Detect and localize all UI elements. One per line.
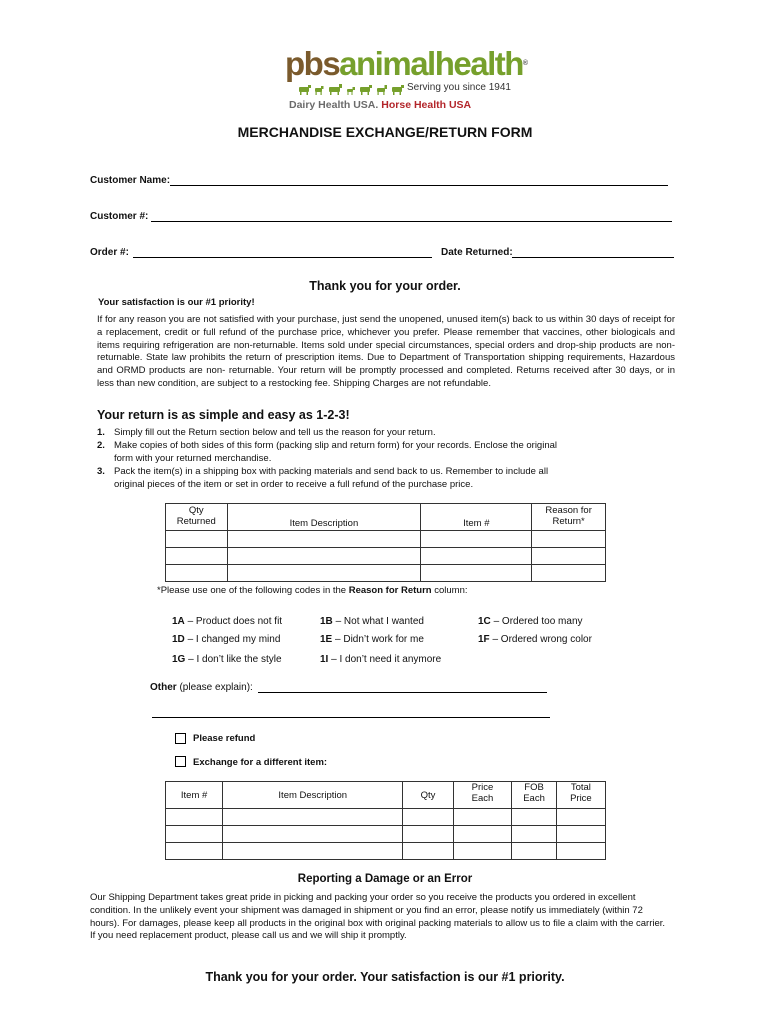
date-returned-field[interactable]	[512, 257, 674, 258]
logo-tagline: Serving you since 1941	[407, 82, 511, 93]
logo-wordmark: pbsanimalhealth®	[285, 45, 527, 82]
header-qty: Qty	[403, 782, 453, 809]
reason-code-1i: 1I – I don’t need it anymore	[320, 654, 442, 665]
reason-code-1f: 1F – Ordered wrong color	[478, 634, 592, 645]
other-explain-label: Other (please explain):	[150, 682, 253, 693]
date-returned-label: Date Returned:	[441, 247, 513, 258]
table-row[interactable]	[166, 809, 606, 826]
return-policy-text: If for any reason you are not satisfied with your purchase, just send the unopened, unused item(s) back to us within 30 days of receipt for a replacement, credit or full refund of the purchase price, whichever you prefer. Please remember that vaccines, other biologicals and items requiring refrigeration are non-returnable. Items sold under special circumstances, special orders and drop-ship products are non-returnable. State law prohibits the return of prescription items. Due to Department of Transportation shipping requirements, Hazardous and ORMD products are non- returnable. Your return will be promptly processed and completed. Returns received after 30 days, or in less than new condition, are subject to a restocking fee. Shipping Charges are not refundable.	[97, 314, 675, 389]
list-item: 3. Pack the item(s) in a shipping box with packing materials and send back to us. Remember to include all original pieces of the item or set in order to receive a full refund of the purchase price.	[97, 466, 549, 490]
header-item-number: Item #	[166, 782, 223, 809]
other-explain-field-line-2[interactable]	[152, 717, 550, 718]
company-logo	[285, 45, 527, 116]
header-item-description: Item Description	[223, 782, 403, 809]
damage-heading: Reporting a Damage or an Error	[297, 873, 473, 885]
satisfaction-line: Your satisfaction is our #1 priority!	[98, 297, 255, 308]
customer-name-label: Customer Name:	[90, 175, 171, 186]
header-price-each: Price Each	[453, 782, 512, 809]
header-item-description: Item Description	[227, 504, 421, 531]
customer-number-field[interactable]	[151, 221, 672, 222]
thanks-heading: Thank you for your order.	[309, 279, 461, 293]
table-row[interactable]	[166, 531, 606, 548]
table-header-row	[166, 782, 606, 809]
reason-codes-note: *Please use one of the following codes in the Reason for Return column:	[157, 585, 468, 596]
reason-code-1c: 1C – Ordered too many	[478, 616, 583, 627]
table-header-row	[166, 504, 606, 531]
header-qty-returned: Qty Returned	[166, 504, 228, 531]
header-fob-each: FOB Each	[512, 782, 556, 809]
steps-heading: Your return is as simple and easy as 1-2-3!	[97, 408, 350, 422]
animal-silhouettes-icon	[299, 83, 404, 95]
damage-text: Our Shipping Department takes great pride in picking and packing your order so you receive the products you ordered in excellent condition. In the unlikely event your shipment was damaged in shipment or you find an error, please notify us immediately (within 72 hours). For damages, please keep all products in the original box with original packing materials to allow us to file a claim with the carrier. If you need replacement product, please call us and we will ship it promptly.	[90, 892, 666, 942]
customer-name-field[interactable]	[170, 185, 668, 186]
reason-code-1e: 1E – Didn’t work for me	[320, 634, 424, 645]
steps-list	[97, 426, 567, 491]
header-total-price: Total Price	[556, 782, 605, 809]
footer-thanks: Thank you for your order. Your satisfaction is our #1 priority.	[205, 970, 565, 984]
exchange-items-table	[165, 781, 606, 860]
reason-code-1g: 1G – I don’t like the style	[172, 654, 282, 665]
list-item: 2. Make copies of both sides of this form (packing slip and return form) for your records. Enclose the original form with your returned merchandise.	[97, 440, 558, 464]
table-row[interactable]	[166, 843, 606, 860]
header-item-number: Item #	[421, 504, 532, 531]
list-item: 1. Simply fill out the Return section below and tell us the reason for your return.	[97, 427, 436, 438]
table-row[interactable]	[166, 548, 606, 565]
refund-checkbox[interactable]	[175, 733, 186, 744]
exchange-checkbox[interactable]	[175, 756, 186, 767]
refund-label: Please refund	[193, 733, 256, 744]
table-row[interactable]	[166, 565, 606, 582]
order-number-label: Order #:	[90, 247, 129, 258]
exchange-label: Exchange for a different item:	[193, 757, 328, 768]
reason-code-1b: 1B – Not what I wanted	[320, 616, 424, 627]
reason-code-1d: 1D – I changed my mind	[172, 634, 281, 645]
header-reason-for-return: Reason for Return*	[532, 504, 606, 531]
reason-code-1a: 1A – Product does not fit	[172, 616, 283, 627]
table-row[interactable]	[166, 826, 606, 843]
order-number-field[interactable]	[133, 257, 432, 258]
form-title: MERCHANDISE EXCHANGE/RETURN FORM	[237, 124, 533, 140]
logo-sub-brands: Dairy Health USA. Horse Health USA	[289, 99, 472, 111]
customer-number-label: Customer #:	[90, 211, 149, 222]
return-items-table	[165, 503, 606, 582]
other-explain-field[interactable]	[258, 692, 547, 693]
